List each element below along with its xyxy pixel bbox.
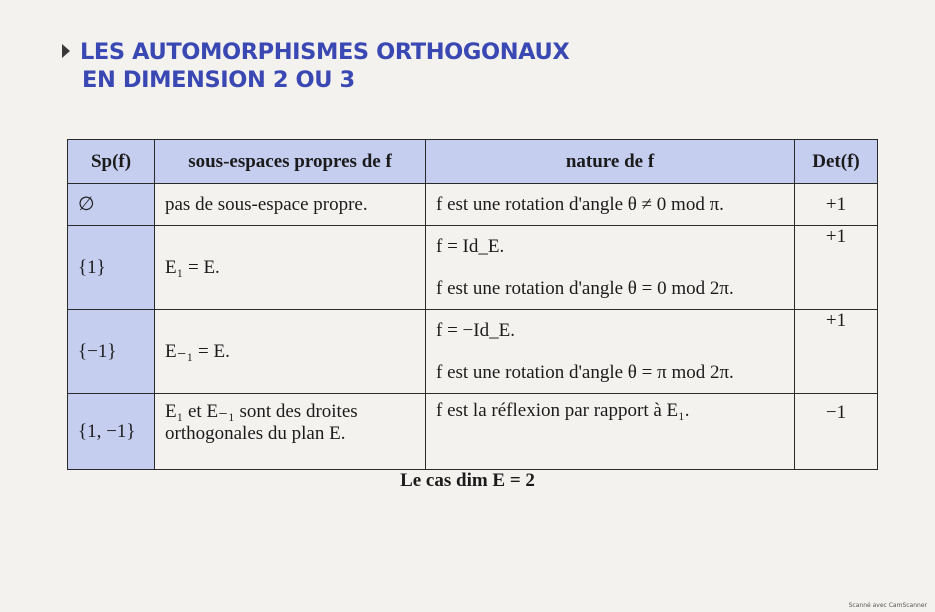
cell-det: +1 — [795, 310, 878, 394]
nature-line: f = −Id_E. — [436, 319, 515, 341]
nature-line: f est une rotation d'angle θ = π mod 2π. — [436, 361, 734, 383]
triangle-bullet-icon — [62, 44, 70, 58]
table-row — [68, 184, 878, 226]
table-caption: Le cas dim E = 2 — [400, 470, 535, 491]
header-sp: Sp(f) — [68, 140, 155, 184]
cell-det: −1 — [795, 394, 878, 470]
cell-det: +1 — [795, 226, 878, 310]
cell-nature: f est la réflexion par rapport à E₁. — [426, 394, 795, 470]
header-subspaces: sous-espaces propres de f — [155, 140, 426, 184]
cell-subspaces: E₁ = E. — [155, 226, 426, 310]
cell-det: +1 — [795, 184, 878, 226]
table-header-row — [68, 140, 878, 184]
table-row — [68, 310, 878, 394]
cell-subspaces: pas de sous-espace propre. — [155, 184, 426, 226]
automorphism-table — [67, 139, 878, 470]
table-row — [68, 394, 878, 470]
cell-nature: f est une rotation d'angle θ ≠ 0 mod π. — [426, 184, 795, 226]
header-det: Det(f) — [795, 140, 878, 184]
cell-nature — [426, 310, 795, 394]
cell-subspaces: E₋₁ = E. — [155, 310, 426, 394]
nature-line: f = Id_E. — [436, 235, 505, 257]
heading-line-2: EN DIMENSION 2 OU 3 — [82, 67, 355, 93]
cell-sp: {1} — [68, 226, 155, 310]
cell-nature — [426, 226, 795, 310]
section-heading — [62, 38, 569, 94]
nature-line: f est une rotation d'angle θ = 0 mod 2π. — [436, 277, 734, 299]
cell-subspaces: E₁ et E₋₁ sont des droites orthogonales du plan E. — [155, 394, 426, 470]
header-nature: nature de f — [426, 140, 795, 184]
heading-line-1: LES AUTOMORPHISMES ORTHOGONAUX — [62, 38, 569, 66]
cell-sp: {1, −1} — [68, 394, 155, 470]
scanner-watermark: Scanné avec CamScanner — [848, 602, 927, 609]
table-row — [68, 226, 878, 310]
cell-sp: {−1} — [68, 310, 155, 394]
cell-sp: ∅ — [68, 184, 155, 226]
